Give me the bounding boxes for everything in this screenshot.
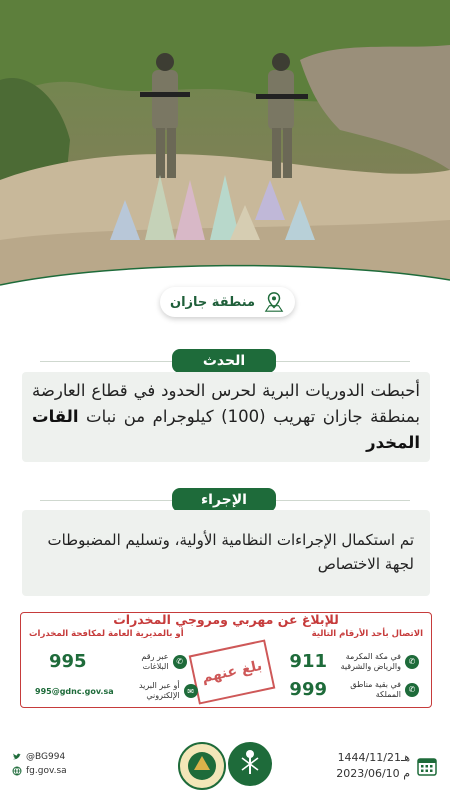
twitter-link[interactable] bbox=[12, 750, 67, 764]
hotline-911[interactable] bbox=[289, 651, 419, 672]
website-link[interactable] bbox=[12, 764, 67, 778]
mail-icon: ✉ bbox=[184, 684, 198, 698]
date-hijri: 1444/11/21هـ bbox=[337, 751, 410, 764]
hotline-999-number[interactable]: 999 bbox=[289, 679, 327, 700]
twitter-handle[interactable]: @BG994 bbox=[26, 752, 66, 762]
phone-icon: ✆ bbox=[405, 655, 419, 669]
date-gregorian: 2023/06/10 م bbox=[336, 767, 410, 780]
globe-icon bbox=[12, 766, 22, 776]
hotline-911-label: في مكة المكرمة والرياض والشرقية bbox=[340, 651, 401, 671]
hotline-999[interactable] bbox=[289, 679, 419, 700]
event-text-bold: القات المخدر bbox=[32, 407, 420, 452]
hotline-995[interactable] bbox=[49, 651, 187, 672]
phone-icon: ✆ bbox=[173, 655, 187, 669]
report-sub-right: الاتصال بأحد الأرقام التالية bbox=[311, 629, 423, 639]
event-panel bbox=[22, 372, 430, 462]
action-text: تم استكمال الإجراءات النظامية الأولية، وتسليم المضبوطات لجهة الاختصاص bbox=[47, 531, 414, 573]
phone-icon: ✆ bbox=[405, 683, 419, 697]
report-banner bbox=[20, 612, 432, 708]
event-header: الحدث bbox=[172, 349, 276, 373]
date-text bbox=[336, 750, 410, 782]
report-email-address[interactable]: 995@gdnc.gov.sa bbox=[35, 686, 114, 696]
report-stamp: بلغ عنهم bbox=[189, 639, 276, 704]
map-pin-icon bbox=[263, 291, 285, 313]
hotline-911-number[interactable]: 911 bbox=[289, 651, 327, 672]
report-title: للإبلاغ عن مهربي ومروجي المخدرات bbox=[113, 612, 339, 627]
report-email-label: أو عبر البريد الإلكتروني bbox=[138, 681, 180, 700]
action-panel bbox=[22, 510, 430, 596]
date-display bbox=[336, 750, 438, 782]
website-url[interactable]: fg.gov.sa bbox=[26, 766, 67, 776]
ministry-emblem bbox=[228, 742, 272, 786]
hotline-999-label: في بقية مناطق المملكة bbox=[350, 679, 401, 699]
event-text-main: أحبطت الدوريات البرية لحرس الحدود في قطاع العارضة بمنطقة جازان تهريب (100) كيلوجرام من نبات bbox=[32, 381, 420, 426]
social-links bbox=[12, 750, 67, 778]
event-text bbox=[22, 372, 430, 462]
twitter-icon bbox=[12, 752, 22, 762]
hotline-995-number[interactable]: 995 bbox=[49, 651, 87, 672]
hotline-995-label: عبر رقم البلاغات bbox=[141, 651, 169, 671]
report-email[interactable] bbox=[35, 681, 198, 701]
hero-photo bbox=[0, 0, 450, 290]
location-badge bbox=[160, 287, 295, 317]
report-sub-left: أو بالمديرية العامة لمكافحة المخدرات bbox=[29, 629, 184, 639]
footer bbox=[0, 730, 450, 800]
border-guard-emblem bbox=[178, 742, 226, 790]
location-label: منطقة جازان bbox=[170, 294, 256, 310]
action-header: الإجراء bbox=[172, 488, 276, 512]
calendar-icon bbox=[416, 755, 438, 777]
